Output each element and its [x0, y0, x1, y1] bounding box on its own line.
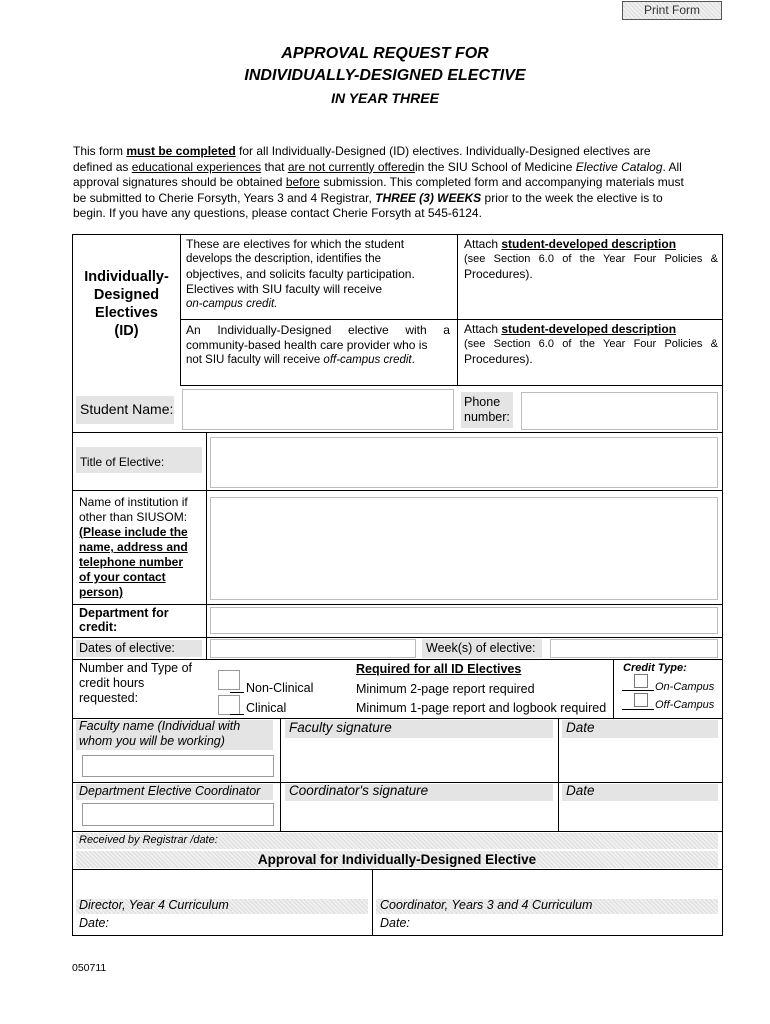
- phone-label: Phone number:: [464, 395, 510, 424]
- title-of-elective-input[interactable]: [210, 437, 718, 488]
- coordinator-date-label: Date:: [380, 916, 410, 930]
- faculty-signature-field[interactable]: [285, 750, 553, 780]
- faculty-date-field[interactable]: [562, 750, 718, 780]
- title-of-elective-label: Title of Elective:: [80, 455, 165, 469]
- department-label: Department for credit:: [79, 606, 169, 634]
- weeks-input[interactable]: [550, 639, 718, 658]
- clinical-hours-input[interactable]: [218, 695, 240, 715]
- oncampus-description: These are electives for which the student develops the description, identifies the objectives, and solicits faculty participation. Electives with SIU faculty will receive on-campus credit.: [186, 237, 415, 310]
- student-name-input[interactable]: [182, 389, 454, 430]
- coordinator-years-signature-field[interactable]: [376, 872, 718, 896]
- on-campus-label: On-Campus: [655, 681, 715, 693]
- director-date-label: Date:: [79, 916, 109, 930]
- non-clinical-hours-input[interactable]: [218, 670, 240, 690]
- form-code: 050711: [72, 962, 107, 974]
- print-form-button[interactable]: Print Form: [622, 1, 722, 20]
- student-name-label: Student Name:: [80, 401, 174, 417]
- coordinator-signature-label: Coordinator's signature: [289, 783, 429, 798]
- received-label: Received by Registrar /date:: [79, 834, 218, 846]
- non-clinical-label: Non-Clinical: [246, 681, 314, 695]
- weeks-label: Week(s) of elective:: [426, 641, 536, 655]
- dept-coordinator-input[interactable]: [82, 803, 274, 826]
- approval-heading: Approval for Individually-Designed Elective: [257, 852, 537, 867]
- title-line-3: IN YEAR THREE: [331, 90, 439, 106]
- id-heading: Individually- Designed Electives (ID): [84, 269, 169, 339]
- faculty-signature-label: Faculty signature: [289, 720, 392, 735]
- coordinator-date-field[interactable]: [562, 803, 718, 830]
- faculty-name-input[interactable]: [82, 755, 274, 777]
- attach-description-1: Attach student-developed description (see Section 6.0 of the Year Four Policies & Procedures).: [464, 237, 718, 281]
- dept-coordinator-label: Department Elective Coordinator: [79, 784, 261, 798]
- date-label-1: Date: [566, 720, 595, 735]
- department-input[interactable]: [210, 607, 718, 634]
- title-line-2: INDIVIDUALLY-DESIGNED ELECTIVE: [244, 67, 526, 84]
- attach-description-2: Attach student-developed description (see Section 6.0 of the Year Four Policies & Procedures).: [464, 322, 718, 366]
- number-type-label: Number and Type of credit hours requested:: [79, 661, 193, 705]
- institution-input[interactable]: [210, 497, 718, 600]
- credit-type-heading: Credit Type:: [623, 662, 687, 674]
- institution-label: Name of institution if other than SIUSOM: (Please include the name, address and telephone number of your contact person): [79, 495, 188, 599]
- requirement-1: Minimum 2-page report required: [356, 682, 535, 696]
- dates-label: Dates of elective:: [79, 641, 175, 655]
- on-campus-checkbox[interactable]: [634, 674, 648, 688]
- director-signature-field[interactable]: [76, 872, 368, 896]
- required-heading: Required for all ID Electives: [356, 662, 522, 676]
- phone-input[interactable]: [521, 392, 718, 430]
- coordinator-signature-field[interactable]: [285, 803, 553, 830]
- off-campus-label: Off-Campus: [655, 699, 715, 711]
- coordinator-years-label: Coordinator, Years 3 and 4 Curriculum: [380, 898, 593, 912]
- faculty-name-label: Faculty name (Individual with whom you will be working): [79, 719, 241, 748]
- intro-paragraph: This form must be completed for all Individually-Designed (ID) electives. Individually-Designed electives are defined as educational experiences that are not currently offeredin the SIU School of Medicine Elective Catalog. All approval signatures should be obtained before submission. This completed form and accompanying materials must be submitted to Cherie Forsyth, Years 3 and 4 Registrar, THREE (3) WEEKS prior to the week the elective is to begin. If you have any questions, please contact Cherie Forsyth at 545-6124.: [73, 144, 684, 220]
- title-line-1: APPROVAL REQUEST FOR: [281, 45, 489, 62]
- requirement-2: Minimum 1-page report and logbook required: [356, 701, 607, 715]
- dates-input[interactable]: [210, 639, 416, 658]
- offcampus-description: An Individually-Designed elective with a community-based health care provider who is not SIU faculty will receive off-campus credit.: [186, 323, 450, 366]
- clinical-label: Clinical: [246, 701, 287, 715]
- date-label-2: Date: [566, 783, 595, 798]
- director-label: Director, Year 4 Curriculum: [79, 898, 229, 912]
- off-campus-checkbox[interactable]: [634, 693, 648, 707]
